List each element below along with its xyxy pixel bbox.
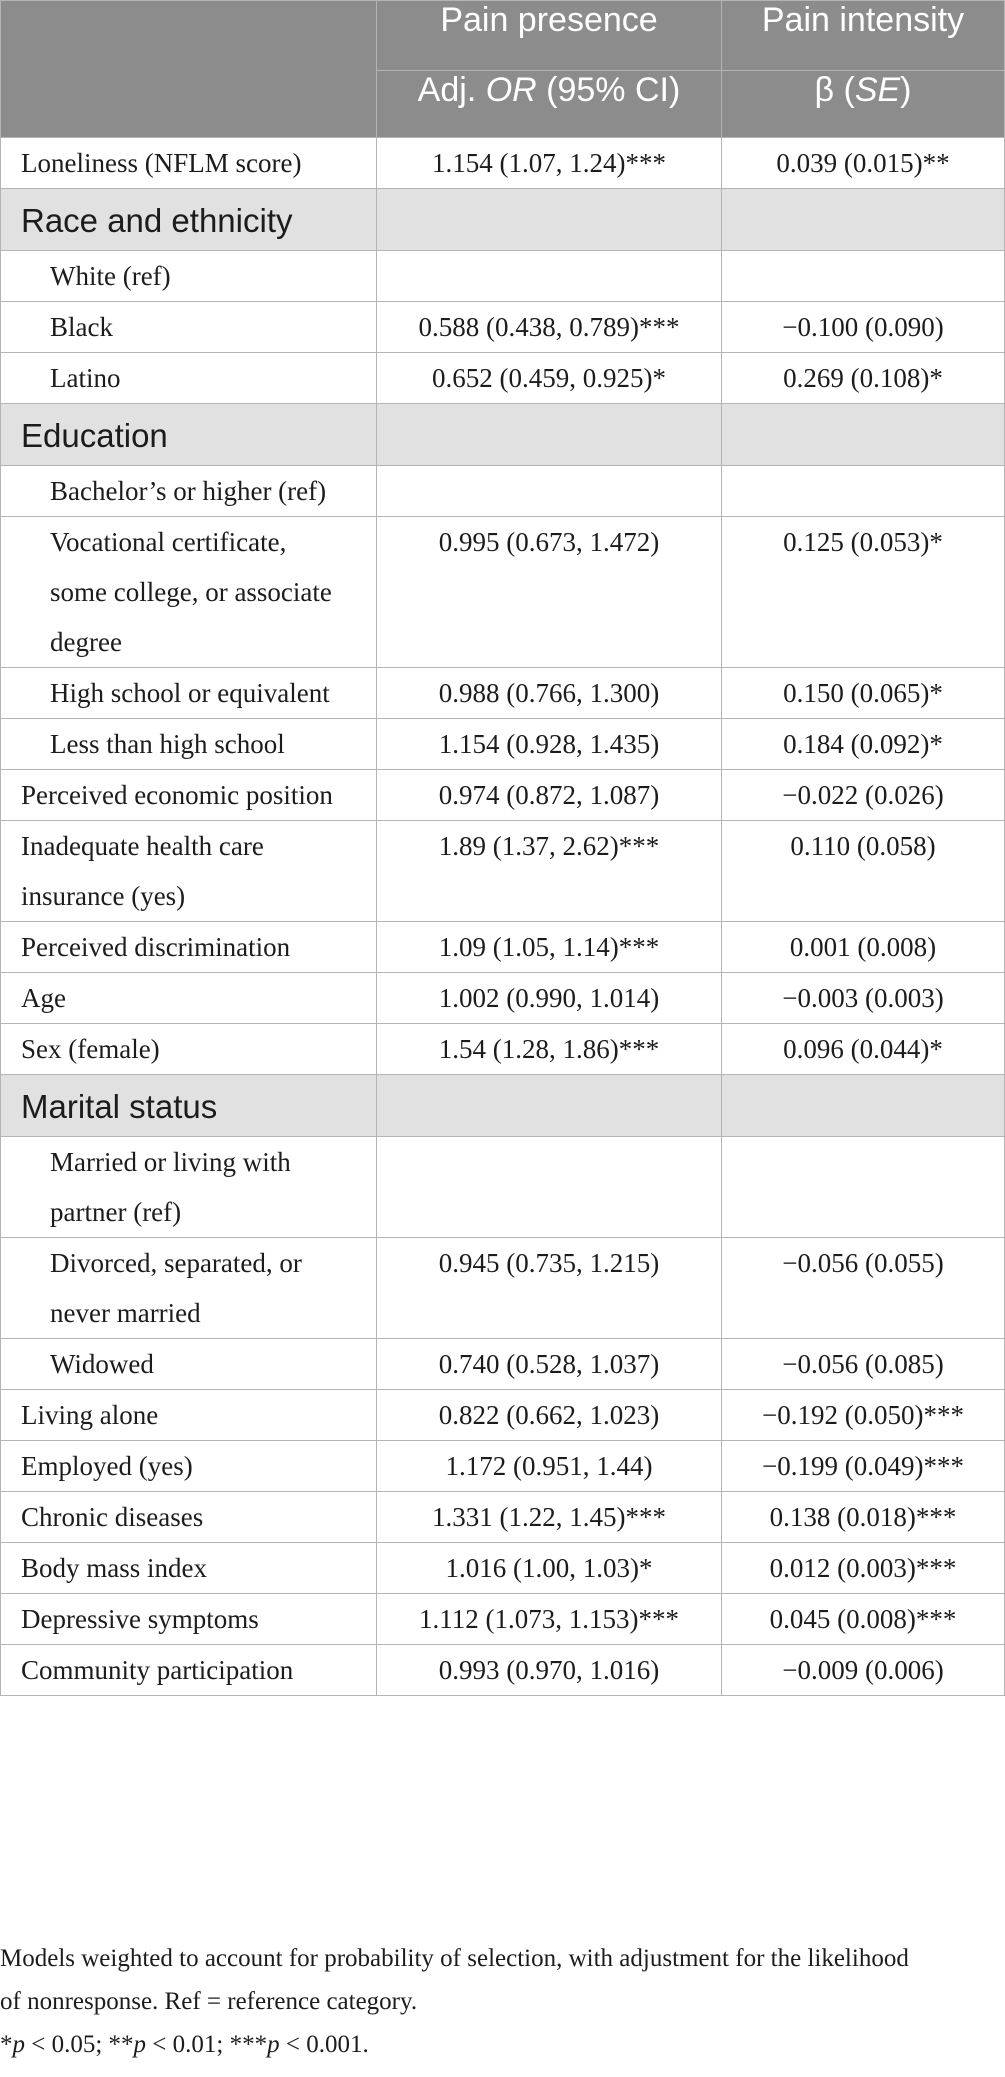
or-value: 1.331 (1.22, 1.45)***	[377, 1492, 722, 1543]
section-empty-cell	[377, 404, 722, 466]
table-row	[1, 973, 1005, 1024]
beta-value: 0.110 (0.058)	[722, 821, 1005, 922]
beta-value: −0.199 (0.049)***	[722, 1441, 1005, 1492]
or-value: 0.988 (0.766, 1.300)	[377, 668, 722, 719]
or-value: 1.112 (1.073, 1.153)***	[377, 1594, 722, 1645]
or-value: 0.974 (0.872, 1.087)	[377, 770, 722, 821]
beta-value: −0.009 (0.006)	[722, 1645, 1005, 1696]
row-label: Inadequate health care insurance (yes)	[1, 821, 377, 922]
beta-value: 0.138 (0.018)***	[722, 1492, 1005, 1543]
table-row	[1, 1543, 1005, 1594]
row-label: White (ref)	[1, 251, 377, 302]
beta-value: −0.100 (0.090)	[722, 302, 1005, 353]
beta-value: −0.192 (0.050)***	[722, 1390, 1005, 1441]
or-value	[377, 1137, 722, 1238]
section-label: Race and ethnicity	[1, 189, 377, 251]
beta-value: 0.096 (0.044)*	[722, 1024, 1005, 1075]
section-label: Education	[1, 404, 377, 466]
table-row	[1, 770, 1005, 821]
or-value: 1.154 (1.07, 1.24)***	[377, 138, 722, 189]
section-empty-cell	[722, 1075, 1005, 1137]
row-label: Widowed	[1, 1339, 377, 1390]
table-row	[1, 138, 1005, 189]
table-row	[1, 1492, 1005, 1543]
beta-value: 0.039 (0.015)**	[722, 138, 1005, 189]
row-label: Vocational certificate, some college, or associate degree	[1, 517, 377, 668]
beta-value: 0.045 (0.008)***	[722, 1594, 1005, 1645]
row-label: Bachelor’s or higher (ref)	[1, 466, 377, 517]
beta-value: 0.125 (0.053)*	[722, 517, 1005, 668]
table-footnotes	[0, 1937, 1000, 2066]
row-label: Community participation	[1, 1645, 377, 1696]
table-row	[1, 1645, 1005, 1696]
section-row	[1, 1075, 1005, 1137]
or-value	[377, 466, 722, 517]
or-value: 1.09 (1.05, 1.14)***	[377, 922, 722, 973]
row-label: Perceived discrimination	[1, 922, 377, 973]
header-pain-intensity: Pain intensity	[722, 1, 1005, 71]
table-row	[1, 353, 1005, 404]
header-pain-presence: Pain presence	[377, 1, 722, 71]
or-value: 0.588 (0.438, 0.789)***	[377, 302, 722, 353]
section-empty-cell	[377, 1075, 722, 1137]
row-label: Age	[1, 973, 377, 1024]
beta-value: −0.056 (0.085)	[722, 1339, 1005, 1390]
footnote-weighting-line1: Models weighted to account for probability of selection, with adjustment for the likelihood	[0, 1945, 909, 1972]
row-label: Loneliness (NFLM score)	[1, 138, 377, 189]
beta-value: 0.012 (0.003)***	[722, 1543, 1005, 1594]
row-label: Perceived economic position	[1, 770, 377, 821]
beta-value: −0.022 (0.026)	[722, 770, 1005, 821]
footnote-significance: *p < 0.05; **p < 0.01; ***p < 0.001.	[0, 2031, 369, 2058]
or-value: 0.652 (0.459, 0.925)*	[377, 353, 722, 404]
or-value: 1.154 (0.928, 1.435)	[377, 719, 722, 770]
table-row	[1, 302, 1005, 353]
section-row	[1, 404, 1005, 466]
table-row	[1, 517, 1005, 668]
table-row	[1, 1137, 1005, 1238]
row-label: Depressive symptoms	[1, 1594, 377, 1645]
row-label: Black	[1, 302, 377, 353]
or-value: 0.993 (0.970, 1.016)	[377, 1645, 722, 1696]
or-value: 0.995 (0.673, 1.472)	[377, 517, 722, 668]
beta-value	[722, 251, 1005, 302]
row-label: Less than high school	[1, 719, 377, 770]
row-label: Body mass index	[1, 1543, 377, 1594]
table-body	[1, 138, 1005, 1696]
section-empty-cell	[722, 404, 1005, 466]
header-blank-cell	[1, 1, 377, 138]
row-label: Divorced, separated, or never married	[1, 1238, 377, 1339]
row-label: Chronic diseases	[1, 1492, 377, 1543]
table-row	[1, 1024, 1005, 1075]
or-value: 1.172 (0.951, 1.44)	[377, 1441, 722, 1492]
beta-value	[722, 466, 1005, 517]
section-row	[1, 189, 1005, 251]
section-label: Marital status	[1, 1075, 377, 1137]
row-label: Living alone	[1, 1390, 377, 1441]
table-row	[1, 1339, 1005, 1390]
footnote-weighting-line2: of nonresponse. Ref = reference category.	[0, 1988, 418, 2015]
beta-value: 0.001 (0.008)	[722, 922, 1005, 973]
beta-value	[722, 1137, 1005, 1238]
beta-value: −0.003 (0.003)	[722, 973, 1005, 1024]
header-beta-se: β (SE)	[722, 71, 1005, 138]
table-row	[1, 1594, 1005, 1645]
header-odds-ratio: Adj. OR (95% CI)	[377, 71, 722, 138]
table-header	[1, 1, 1005, 138]
table-row	[1, 821, 1005, 922]
row-label: High school or equivalent	[1, 668, 377, 719]
or-value: 1.016 (1.00, 1.03)*	[377, 1543, 722, 1594]
or-value: 0.822 (0.662, 1.023)	[377, 1390, 722, 1441]
table-row	[1, 1238, 1005, 1339]
or-value: 1.89 (1.37, 2.62)***	[377, 821, 722, 922]
row-label: Latino	[1, 353, 377, 404]
or-value	[377, 251, 722, 302]
row-label: Sex (female)	[1, 1024, 377, 1075]
or-value: 0.740 (0.528, 1.037)	[377, 1339, 722, 1390]
or-value: 1.54 (1.28, 1.86)***	[377, 1024, 722, 1075]
beta-value: −0.056 (0.055)	[722, 1238, 1005, 1339]
section-empty-cell	[377, 189, 722, 251]
row-label: Employed (yes)	[1, 1441, 377, 1492]
beta-value: 0.184 (0.092)*	[722, 719, 1005, 770]
row-label: Married or living with partner (ref)	[1, 1137, 377, 1238]
table-row	[1, 668, 1005, 719]
beta-value: 0.269 (0.108)*	[722, 353, 1005, 404]
or-value: 0.945 (0.735, 1.215)	[377, 1238, 722, 1339]
table-row	[1, 1441, 1005, 1492]
table-row	[1, 251, 1005, 302]
section-empty-cell	[722, 189, 1005, 251]
table-row	[1, 466, 1005, 517]
beta-value: 0.150 (0.065)*	[722, 668, 1005, 719]
table-row	[1, 719, 1005, 770]
or-value: 1.002 (0.990, 1.014)	[377, 973, 722, 1024]
table-row	[1, 922, 1005, 973]
table-row	[1, 1390, 1005, 1441]
